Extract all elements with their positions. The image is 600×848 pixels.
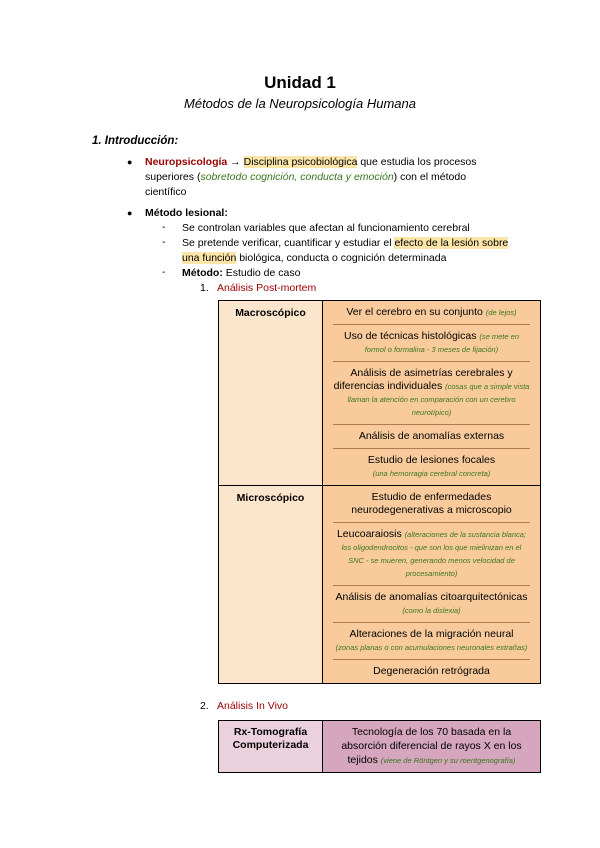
cell-note: (zonas planas o con acumulaciones neuronales extrañas) — [335, 643, 528, 652]
lesional-item-2-cont — [182, 251, 446, 266]
cell-note: (alteraciones de la sustancia blanca; los oligodendrocitos - que son los que mielinizan en el SNC - se mueren, generando menos velocidad de procesamiento) — [341, 530, 527, 578]
bullet-dot: ● — [127, 157, 133, 167]
intro-text: que estudia los procesos — [357, 156, 477, 168]
postmortem-table — [218, 300, 541, 684]
dash-marker: - — [162, 236, 166, 248]
intro-green-note: sobretodo cognición, conducta y emoción — [200, 171, 394, 183]
list-label-postmortem: Análisis Post-mortem — [217, 282, 317, 294]
macro-cells — [323, 301, 541, 486]
list-number-1: 1. — [200, 282, 209, 294]
list-label-invivo: Análisis In Vivo — [217, 700, 289, 712]
metodo-label: Método: — [182, 267, 223, 279]
micro-cells — [323, 486, 541, 684]
cell-note: (se mete en formol o formalina - 3 meses de fijación) — [364, 332, 519, 354]
list-number-2: 2. — [200, 700, 209, 712]
intro-bullet — [145, 155, 525, 170]
cell-note: (una hemorragia cerebral concreta) — [372, 469, 491, 478]
highlight-funcion: una función — [182, 252, 237, 264]
item-text: Estudio de caso — [222, 267, 301, 279]
cell-text: Tecnología de los 70 basada en la absorción diferencial de rayos X en los tejidos — [341, 726, 522, 766]
cell-text: Degeneración retrógrada — [373, 665, 490, 677]
table-cell — [333, 325, 530, 362]
cell-text: Leucoaraiosis — [336, 528, 405, 540]
page-title: Unidad 1 — [264, 73, 336, 92]
table-cell — [333, 449, 530, 485]
section-heading: 1. Introducción: — [92, 135, 179, 147]
table-cell — [333, 523, 530, 586]
table-cell — [333, 362, 530, 425]
lesional-item-2 — [182, 236, 508, 251]
micro-label: Microscópico — [219, 486, 323, 684]
item-text: biológica, conducta o cognición determinada — [236, 252, 447, 264]
cell-note: (viene de Röntgen y su roentgenografía) — [380, 756, 516, 765]
cell-text: Uso de técnicas histológicas — [343, 330, 480, 342]
term-neuropsicologia: Neuropsicología — [145, 156, 228, 168]
table-cell — [333, 660, 530, 683]
item-text: Se pretende verificar, cuantificar y estudiar el — [182, 237, 395, 249]
invivo-table — [218, 720, 541, 773]
table-cell — [333, 301, 530, 325]
table-cell — [333, 425, 530, 449]
table-row-micro — [219, 486, 541, 684]
cell-text: Estudio de enfermedades neurodegenerativas a microscopio — [351, 491, 512, 516]
cell-note: (cosas que a simple vista llaman la atención en comparación con un cerebro neurotípico) — [347, 382, 530, 417]
intro-line3: científico — [145, 186, 187, 198]
table-row-macro — [219, 301, 541, 486]
table-cell — [333, 486, 530, 523]
table-row-rx — [219, 721, 541, 773]
cell-text: Estudio de lesiones focales — [367, 454, 496, 466]
rx-description — [323, 721, 541, 773]
bullet-dot: ● — [127, 208, 133, 218]
highlight-disciplina: Disciplina psicobiológica — [243, 156, 358, 168]
arrow-glyph: → — [227, 156, 244, 168]
cell-note: (de lejos) — [485, 308, 517, 317]
intro-line2 — [145, 170, 525, 185]
cell-text: Ver el cerebro en su conjunto — [346, 306, 486, 318]
lesional-item-3 — [182, 266, 300, 281]
dash-marker: - — [162, 266, 166, 278]
cell-text: Análisis de asimetrías cerebrales y diferencias individuales — [333, 367, 513, 392]
cell-text: Alteraciones de la migración neural — [349, 628, 514, 640]
rx-label: Rx-Tomografía Computerizada — [219, 721, 323, 773]
cell-note: (como la dislexia) — [402, 606, 461, 615]
dash-marker: - — [162, 221, 166, 233]
highlight-efecto: efecto de la lesión sobre — [394, 237, 509, 249]
cell-text: Análisis de anomalías externas — [358, 430, 505, 442]
lesional-label: Método lesional: — [145, 207, 228, 219]
cell-text: Análisis de anomalías citoarquitectónicas — [335, 591, 528, 603]
intro-text: superiores ( — [145, 171, 201, 183]
table-cell — [333, 586, 530, 623]
intro-text: ) con el método — [393, 171, 467, 183]
page-subtitle: Métodos de la Neuropsicología Humana — [184, 96, 416, 111]
macro-label: Macroscópico — [219, 301, 323, 486]
table-cell — [333, 623, 530, 660]
lesional-item-1: Se controlan variables que afectan al funcionamiento cerebral — [182, 222, 470, 234]
